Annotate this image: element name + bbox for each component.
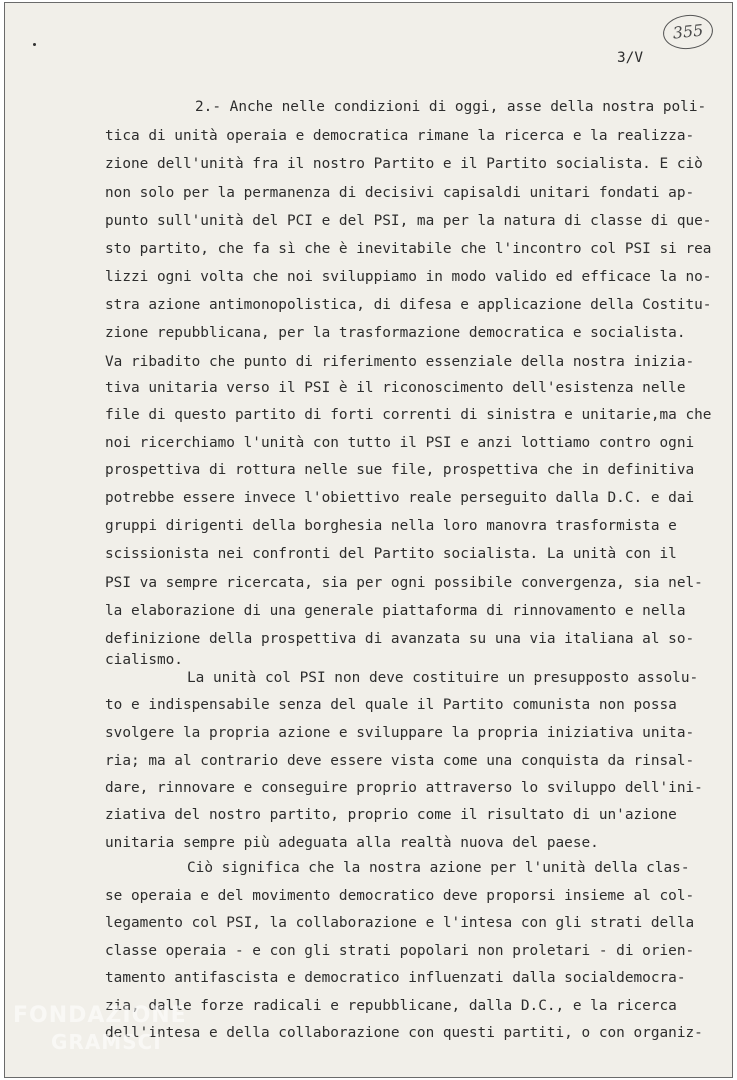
text-line: tiva unitaria verso il PSI è il riconoscimento dell'esistenza nelle <box>105 380 686 396</box>
text-line: lizzi ogni volta che noi sviluppiamo in modo valido ed efficace la no- <box>105 269 712 285</box>
text-line: se operaia e del movimento democratico deve proporsi insieme al col- <box>105 888 695 904</box>
text-line: classe operaia - e con gli strati popolari non proletari - di orien- <box>105 943 695 959</box>
text-line: noi ricerchiamo l'unità con tutto il PSI e anzi lottiamo contro ogni <box>105 435 695 451</box>
text-line: stra azione antimonopolistica, di difesa e applicazione della Costitu- <box>105 297 712 313</box>
speck-mark <box>33 43 36 46</box>
text-line: zione dell'unità fra il nostro Partito e il Partito socialista. E ciò <box>105 156 703 172</box>
text-line: zia, dalle forze radicali e repubblicane, dalla D.C., e la ricerca <box>105 998 677 1014</box>
text-line: potrebbe essere invece l'obiettivo reale perseguito dalla D.C. e dai <box>105 490 695 506</box>
text-line: zione repubblicana, per la trasformazione democratica e socialista. <box>105 325 686 341</box>
watermark-line-2: GRAMSCI <box>51 1030 162 1054</box>
text-line: Ciò significa che la nostra azione per l'unità della clas- <box>187 860 690 876</box>
text-line: prospettiva di rottura nelle sue file, prospettiva che in definitiva <box>105 462 695 478</box>
text-line: to e indispensabile senza del quale il Partito comunista non possa <box>105 697 677 713</box>
text-line: legamento col PSI, la collaborazione e l'intesa con gli strati della <box>105 915 695 931</box>
text-line: non solo per la permanenza di decisivi capisaldi unitari fondati ap- <box>105 185 695 201</box>
watermark-line-1: FONDAZIONE <box>13 1003 187 1028</box>
text-line: la elaborazione di una generale piattaforma di rinnovamento e nella <box>105 603 686 619</box>
text-line: PSI va sempre ricercata, sia per ogni possibile convergenza, sia nel- <box>105 575 703 591</box>
text-line: tamento antifascista e democratico influenzati dalla socialdemocra- <box>105 970 686 986</box>
text-line: gruppi dirigenti della borghesia nella loro manovra trasformista e <box>105 518 677 534</box>
text-line: La unità col PSI non deve costituire un presupposto assolu- <box>187 670 699 686</box>
text-line: punto sull'unità del PCI e del PSI, ma per la natura di classe di que- <box>105 213 712 229</box>
text-line: dell'intesa e della collaborazione con questi partiti, o con organiz- <box>105 1025 703 1041</box>
text-line: ria; ma al contrario deve essere vista come una conquista da rinsal- <box>105 753 695 769</box>
text-line: ziativa del nostro partito, proprio come il risultato di un'azione <box>105 807 677 823</box>
text-line: dare, rinnovare e conseguire proprio attraverso lo sviluppo dell'ini- <box>105 780 703 796</box>
stamp-number: 355 <box>671 20 705 43</box>
archive-watermark <box>13 1003 187 1055</box>
text-line: file di questo partito di forti correnti di sinistra e unitarie,ma che <box>105 407 712 423</box>
page-number-stamp <box>661 12 714 51</box>
page-reference: 3/V <box>617 50 643 66</box>
text-line: tica di unità operaia e democratica rimane la ricerca e la realizza- <box>105 128 695 144</box>
document-page <box>4 2 733 1078</box>
text-line: scissionista nei confronti del Partito socialista. La unità con il <box>105 546 677 562</box>
text-line: Va ribadito che punto di riferimento essenziale della nostra inizia- <box>105 354 695 370</box>
text-line: svolgere la propria azione e sviluppare la propria iniziativa unita- <box>105 725 695 741</box>
text-line: cialismo. <box>105 652 183 668</box>
text-line: unitaria sempre più adeguata alla realtà nuova del paese. <box>105 835 599 851</box>
text-line: 2.- Anche nelle condizioni di oggi, asse della nostra poli- <box>195 99 707 115</box>
text-line: definizione della prospettiva di avanzata su una via italiana al so- <box>105 631 695 647</box>
text-line: sto partito, che fa sì che è inevitabile che l'incontro col PSI si rea <box>105 241 712 257</box>
